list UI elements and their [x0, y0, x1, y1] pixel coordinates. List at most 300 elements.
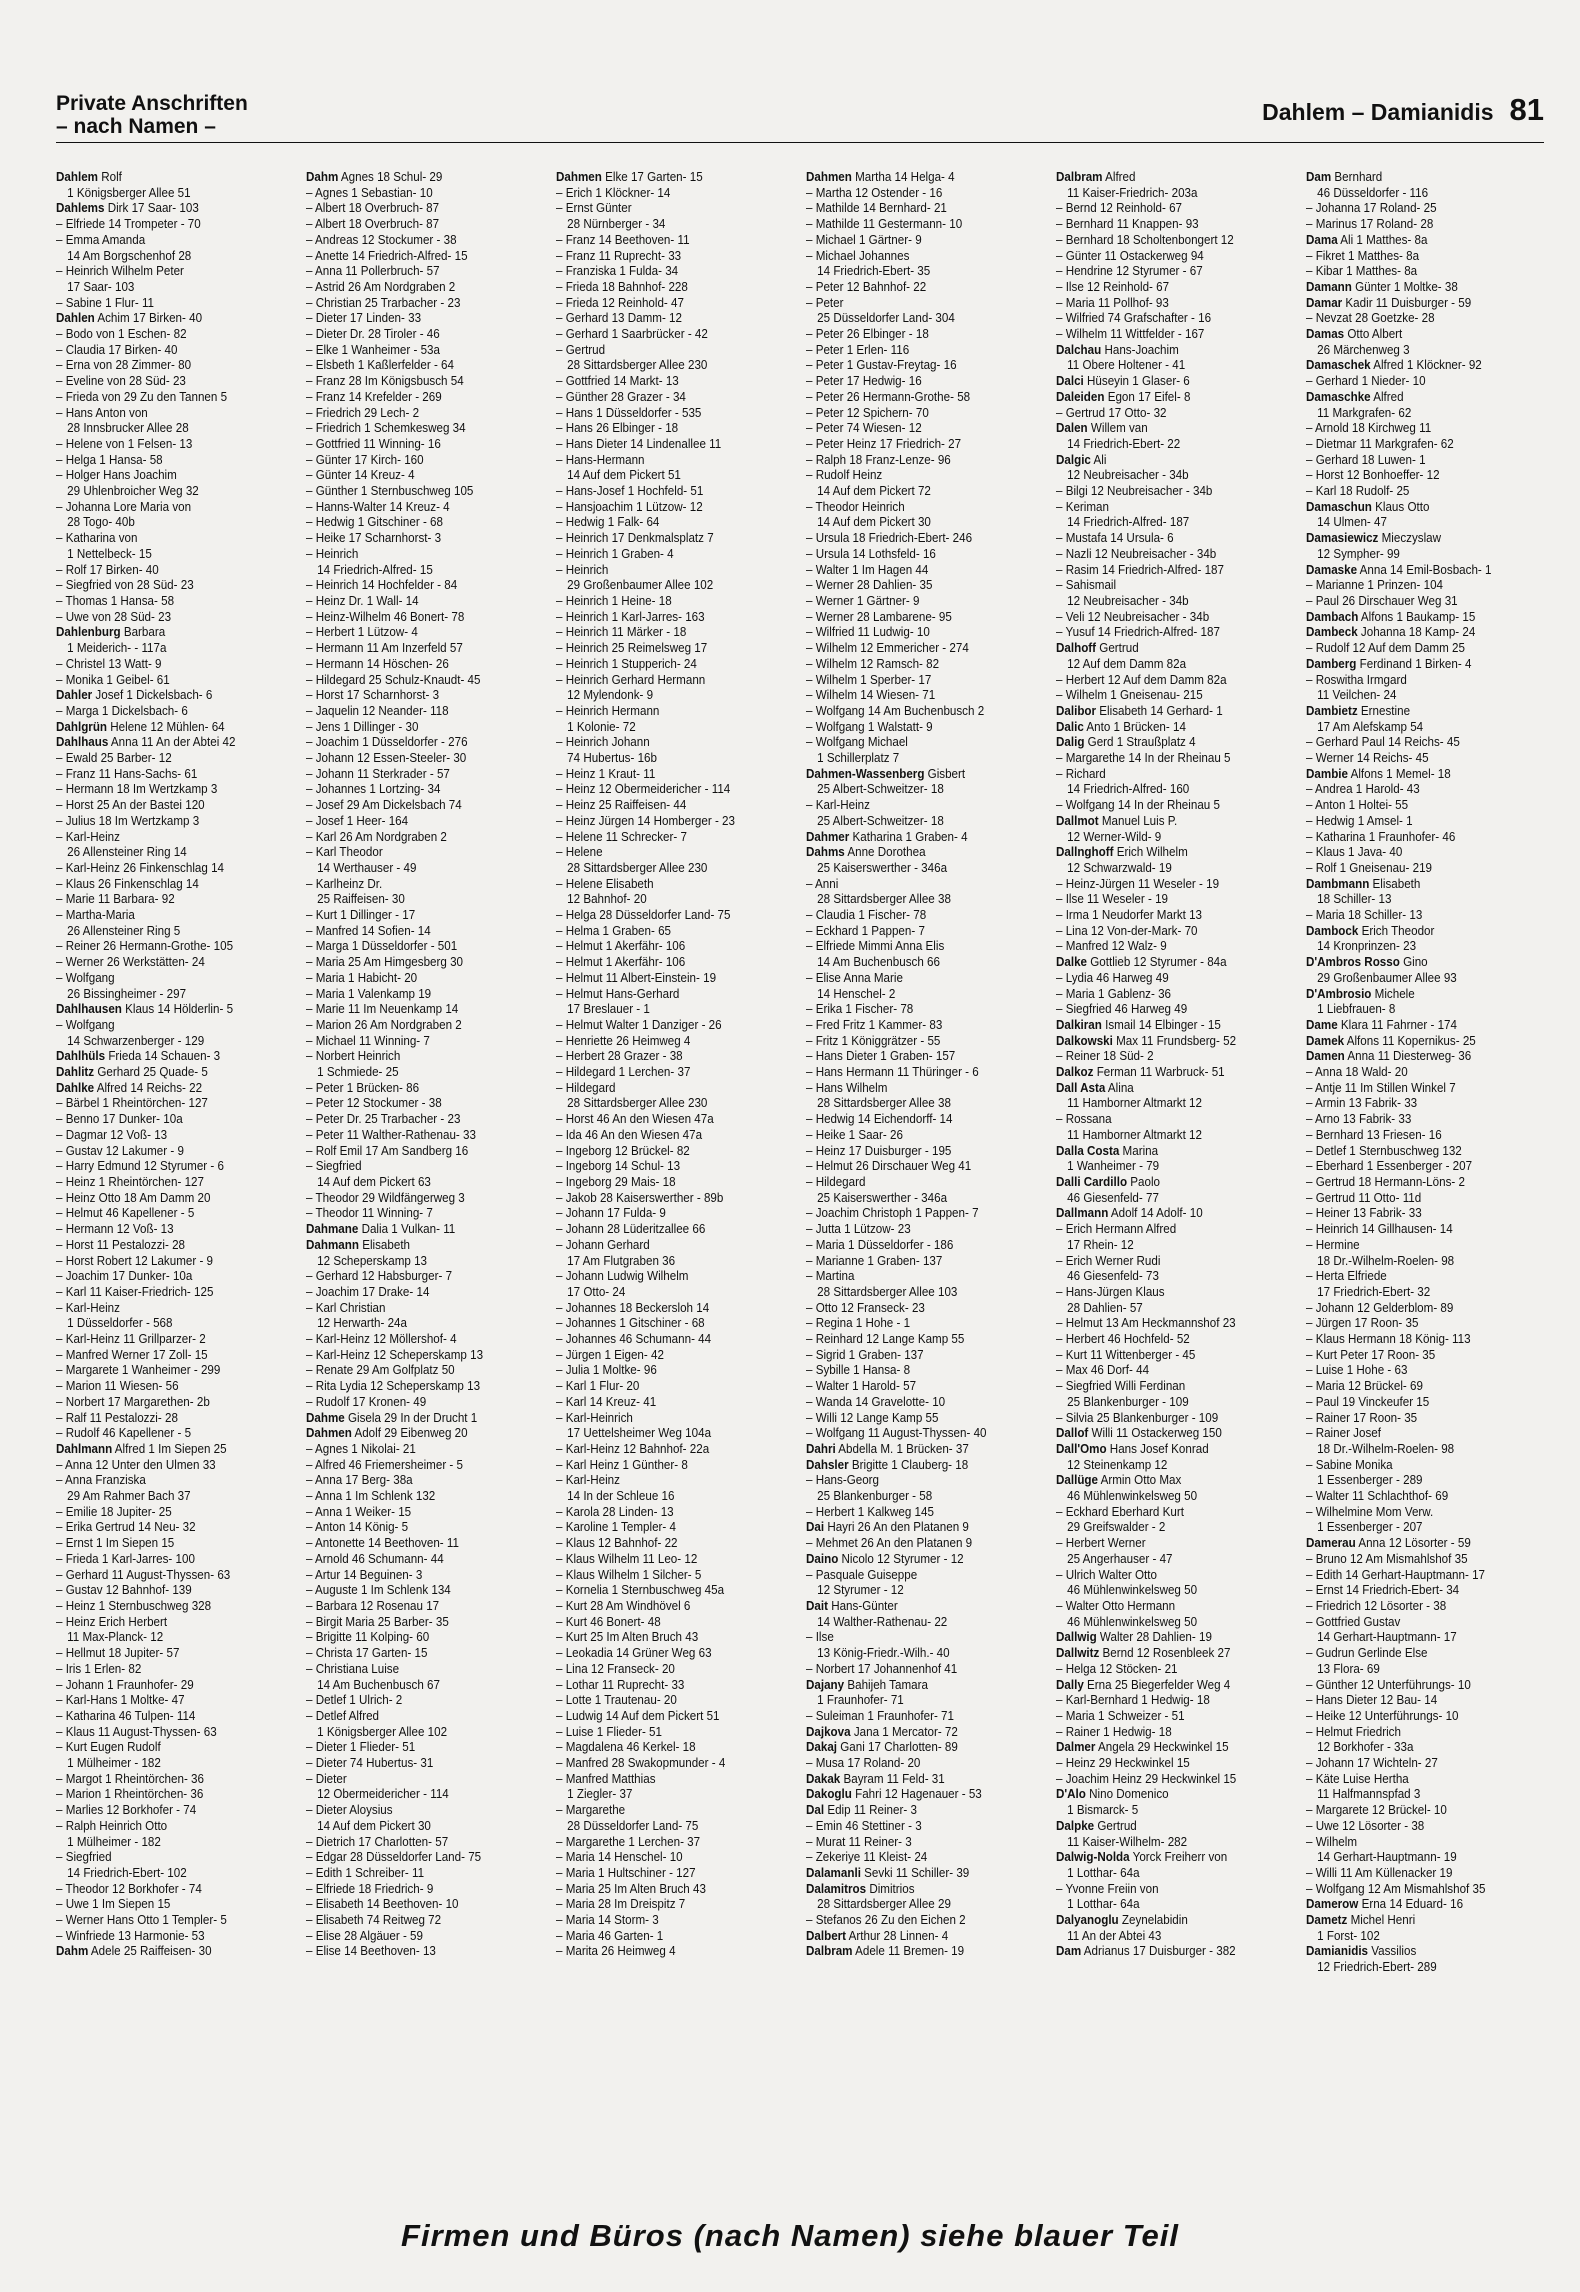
listing-entry: – Yvonne Freiin von [1056, 1881, 1159, 1896]
entry-details: Mieczyslaw [1378, 531, 1442, 546]
surname: Dallwig [1056, 1630, 1097, 1645]
surname: Damek [1306, 1033, 1345, 1048]
surname: Dambietz [1306, 703, 1358, 718]
listing-entry: – Jakob 28 Kaiserswerther - 89b [556, 1190, 724, 1205]
address-continuation: 1 Bismarck- 5 [1067, 1803, 1139, 1818]
entry-details: Ferman 11 Warbruck- 51 [1093, 1065, 1225, 1080]
listing-entry: – Heinrich 1 Stupperich- 24 [556, 656, 697, 671]
surname-entry [806, 1803, 1027, 1819]
listing-entry: – Gerhard Paul 14 Reichs- 45 [1306, 735, 1460, 750]
listing-entry: – Eckhard Eberhard Kurt [1056, 1504, 1184, 1519]
listing-entry: – Kurt 46 Bonert- 48 [556, 1614, 661, 1629]
listing-entry: – Heinz 17 Duisburger - 195 [806, 1143, 952, 1158]
page-number: 81 [1509, 92, 1544, 127]
listing-entry: – Maria 46 Garten- 1 [556, 1928, 664, 1943]
listing-entry: – Edith 1 Schreiber- 11 [306, 1865, 425, 1880]
surname: Dambeck [1306, 625, 1358, 640]
listing-entry: – Wolfgang [56, 970, 115, 985]
entry-details: Kadir 11 Duisburger - 59 [1342, 295, 1472, 310]
surname-entry [1056, 170, 1277, 186]
address-continuation: 1 Wanheimer - 79 [1067, 1159, 1160, 1174]
listing-entry: – Mehmet 26 An den Platanen 9 [806, 1536, 973, 1551]
address-continuation: 12 Borkhofer - 33a [1317, 1740, 1414, 1755]
section-title [56, 92, 248, 138]
listing-entry: – Edith 14 Gerhart-Hauptmann- 17 [1306, 1567, 1485, 1582]
listing-entry: – Hans 1 Düsseldorfer - 535 [556, 405, 702, 420]
surname: Dal [806, 1803, 825, 1818]
listing-entry: – Peter 1 Brücken- 86 [306, 1080, 420, 1095]
listing-entry: – Heinz 1 Kraut- 11 [556, 766, 656, 781]
listing-column-4 [806, 170, 1027, 2178]
surname: Dahlmann [56, 1441, 113, 1456]
listing-entry: – Walter Otto Hermann [1056, 1598, 1176, 1613]
address-continuation: 14 Auf dem Pickert 30 [317, 1818, 431, 1833]
listing-entry: – Johann 17 Fulda- 9 [556, 1206, 666, 1221]
listing-entry: – Otto 12 Franseck- 23 [806, 1300, 925, 1315]
address-continuation: 17 Am Alefskamp 54 [1317, 719, 1424, 734]
surname: Dalbram [806, 1944, 853, 1959]
listing-entry: – Jürgen 17 Roon- 35 [1306, 1316, 1419, 1331]
surname-entry [56, 625, 277, 641]
listing-entry: – Heinz 25 Raiffeisen- 44 [556, 798, 687, 813]
surname-entry [1056, 390, 1277, 406]
address-continuation: 13 König-Friedr.-Wilh.- 40 [817, 1646, 950, 1661]
address-continuation: 12 Bahnhof- 20 [567, 892, 647, 907]
surname-entry [56, 1442, 277, 1458]
listing-entry: – Murat 11 Reiner- 3 [806, 1834, 912, 1849]
surname-entry [306, 1238, 527, 1254]
surname-entry [1306, 296, 1527, 312]
surname-entry [56, 311, 277, 327]
listing-entry: – Ernst Günter [556, 201, 632, 216]
listing-entry: – Siegfried Willi Ferdinan [1056, 1379, 1186, 1394]
surname: Damerow [1306, 1897, 1359, 1912]
address-continuation: 28 Togo- 40b [67, 515, 135, 530]
listing-entry: – Lydia 46 Harweg 49 [1056, 970, 1169, 985]
listing-entry: – Maria 1 Düsseldorfer - 186 [806, 1237, 954, 1252]
listing-entry: – Maria 12 Brückel- 69 [1306, 1379, 1423, 1394]
listing-entry: – Werner 14 Reichs- 45 [1306, 751, 1429, 766]
listing-entry: – Wilhelm 12 Emmericher - 274 [806, 641, 969, 656]
listing-entry: – Benno 17 Dunker- 10a [56, 1112, 183, 1127]
listing-entry: – Julius 18 Im Wertzkamp 3 [56, 813, 200, 828]
address-continuation: 11 Veilchen- 24 [1317, 688, 1397, 703]
entry-details: Gertrud [1094, 1818, 1137, 1833]
listing-entry: – Horst 11 Pestalozzi- 28 [56, 1237, 186, 1252]
surname: Damas [1306, 327, 1345, 342]
listing-entry: – Käte Luise Hertha [1306, 1771, 1409, 1786]
listing-entry: – Karl-Heinz [556, 1473, 620, 1488]
surname-entry [56, 1944, 277, 1960]
address-continuation: 28 Sittardsberger Allee 230 [567, 358, 708, 373]
surname-entry [556, 170, 777, 186]
address-continuation: 1 Schillerplatz 7 [817, 751, 900, 766]
listing-entry: – Klaus Wilhelm 11 Leo- 12 [556, 1551, 698, 1566]
entry-details: Armin Otto Max [1097, 1473, 1182, 1488]
listing-entry: – Nevzat 28 Goetzke- 28 [1306, 311, 1435, 326]
listing-entry: – Dietrich 17 Charlotten- 57 [306, 1834, 449, 1849]
listing-entry: – Helmut 1 Akerfähr- 106 [556, 939, 686, 954]
listing-entry: – Helmut 46 Kapellener - 5 [56, 1206, 195, 1221]
listing-entry: – Sabine Monika [1306, 1457, 1393, 1472]
listing-entry: – Maria 25 Im Alten Bruch 43 [556, 1881, 706, 1896]
listing-entry: – Anna 11 Pollerbruch- 57 [306, 264, 440, 279]
entry-details: Michele [1371, 986, 1415, 1001]
surname-entry [806, 1552, 1027, 1568]
surname-entry [1056, 1819, 1277, 1835]
surname: Dam [1306, 170, 1332, 184]
address-continuation: 26 Allensteiner Ring 5 [67, 923, 181, 938]
listing-entry: – Franz 14 Beethoven- 11 [556, 232, 690, 247]
listing-entry: – Hanns-Walter 14 Kreuz- 4 [306, 499, 450, 514]
listing-entry: – Edgar 28 Düsseldorfer Land- 75 [306, 1850, 482, 1865]
listing-entry: – Lina 12 Franseck- 20 [556, 1661, 675, 1676]
listing-entry: – Arno 13 Fabrik- 33 [1306, 1112, 1412, 1127]
listing-entry: – Norbert 17 Johannenhof 41 [806, 1661, 958, 1676]
address-continuation: 1 Mülheimer - 182 [67, 1834, 161, 1849]
surname-entry [1306, 657, 1527, 673]
listing-entry: – Antje 11 Im Stillen Winkel 7 [1306, 1080, 1456, 1095]
listing-entry: – Gudrun Gerlinde Else [1306, 1646, 1428, 1661]
address-continuation: 28 Sittardsberger Allee 103 [817, 1284, 958, 1299]
listing-entry: – Klaus 1 Java- 40 [1306, 845, 1403, 860]
listing-entry: – Franz 11 Hans-Sachs- 61 [56, 766, 198, 781]
surname-entry [1056, 1018, 1277, 1034]
surname-entry [56, 735, 277, 751]
surname-entry [806, 1520, 1027, 1536]
footer-banner: Firmen und Büros (nach Namen) siehe blauer Teil [401, 2218, 1179, 2253]
surname-entry [1306, 280, 1527, 296]
surname: Dally [1056, 1677, 1084, 1692]
surname: Damaschun [1306, 499, 1372, 514]
surname: Dahm [306, 170, 339, 184]
listing-entry: – Hans 26 Elbinger - 18 [556, 421, 679, 436]
listing-entry: – Hans-Hermann [556, 452, 645, 467]
listing-entry: – Karl-Heinz 26 Finkenschlag 14 [56, 860, 225, 875]
listing-entry: – Dieter Dr. 28 Tiroler - 46 [306, 327, 440, 342]
address-continuation: 14 Am Borgschenhof 28 [67, 248, 192, 263]
address-continuation: 1 Kolonie- 72 [567, 719, 636, 734]
entry-details: Brigitte 1 Clauberg- 18 [848, 1457, 969, 1472]
listing-entry: – Erika Gertrud 14 Neu- 32 [56, 1520, 196, 1535]
surname-entry [1306, 625, 1527, 641]
address-continuation: 25 Kaiserswerther - 346a [817, 1190, 948, 1205]
surname: Dajany [806, 1677, 845, 1692]
surname-entry [1056, 1473, 1277, 1489]
listing-entry: – Magdalena 46 Kerkel- 18 [556, 1740, 696, 1755]
listing-entry: – Stefanos 26 Zu den Eichen 2 [806, 1913, 966, 1928]
address-continuation: 14 Friedrich-Ebert- 102 [67, 1865, 187, 1880]
listing-entry: – Helmut Friedrich [1306, 1724, 1401, 1739]
address-continuation: 14 Am Buchenbusch 67 [317, 1677, 440, 1692]
listing-entry: – Walter 1 Im Hagen 44 [806, 562, 929, 577]
listing-entry: – Karl-Heinrich [556, 1410, 633, 1425]
listing-entry: – Mathilde 11 Gestermann- 10 [806, 217, 963, 232]
entry-details: Bayram 11 Feld- 31 [840, 1771, 945, 1786]
listing-entry: – Theodor 12 Borkhofer - 74 [56, 1881, 202, 1896]
listing-entry: – Veli 12 Neubreisacher - 34b [1056, 609, 1210, 624]
listing-entry: – Rainer 17 Roon- 35 [1306, 1410, 1418, 1425]
listing-entry: – Gustav 12 Bahnhof- 139 [56, 1583, 192, 1598]
entry-details: Alfred [1370, 389, 1404, 404]
address-continuation: 14 Auf dem Pickert 51 [567, 468, 681, 483]
surname: Dahlems [56, 201, 105, 216]
surname-entry [1306, 610, 1527, 626]
address-continuation: 14 Gerhart-Hauptmann- 17 [1317, 1630, 1457, 1645]
entry-details: Max 11 Frundsberg- 52 [1112, 1033, 1237, 1048]
address-continuation: 46 Giesenfeld- 73 [1067, 1269, 1159, 1284]
listing-entry: – Heinrich Wilhelm Peter [56, 264, 184, 279]
listing-entry: – Joachim 17 Drake- 14 [306, 1284, 430, 1299]
surname: Dalic [1056, 719, 1084, 734]
listing-entry: – Marion 11 Wiesen- 56 [56, 1379, 179, 1394]
entry-details: Ismail 14 Elbinger - 15 [1101, 1017, 1221, 1032]
surname: Dakaj [806, 1740, 838, 1755]
listing-entry: – Helmut Walter 1 Danziger - 26 [556, 1017, 722, 1032]
listing-entry: – Günther 12 Unterführungs- 10 [1306, 1677, 1471, 1692]
listing-entry: – Elise Anna Marie [806, 970, 903, 985]
listing-entry: – Fikret 1 Matthes- 8a [1306, 248, 1420, 263]
listing-entry: – Gottfried 11 Winning- 16 [306, 436, 441, 451]
entry-details: Elke 17 Garten- 15 [601, 170, 703, 184]
listing-entry: – Wolfgang 14 Am Buchenbusch 2 [806, 703, 985, 718]
listing-entry: – Anna Franziska [56, 1473, 146, 1488]
listing-entry: – Gerhard 1 Saarbrücker - 42 [556, 327, 708, 342]
listing-entry: – Werner 26 Werkstätten- 24 [56, 955, 205, 970]
listing-entry: – Silvia 25 Blankenburger - 109 [1056, 1410, 1219, 1425]
surname-entry [1056, 641, 1277, 657]
surname: Dalmer [1056, 1740, 1096, 1755]
entry-details: Katharina 1 Graben- 4 [849, 829, 968, 844]
address-continuation: 25 Raiffeisen- 30 [317, 892, 405, 907]
address-continuation: 14 Friedrich-Alfred- 160 [1067, 782, 1190, 797]
listing-entry: – Elise 14 Beethoven- 13 [306, 1944, 436, 1959]
listing-entry: – Karl 11 Kaiser-Friedrich- 125 [56, 1284, 214, 1299]
listing-entry: – Rudolf 12 Auf dem Damm 25 [1306, 641, 1465, 656]
surname: Damann [1306, 279, 1352, 294]
listing-entry: – Karl-Heinz 12 Möllershof- 4 [306, 1332, 457, 1347]
surname-entry [306, 170, 527, 186]
surname-entry [1056, 1442, 1277, 1458]
listing-entry: – Karl-Heinz 11 Grillparzer- 2 [56, 1332, 206, 1347]
listing-entry: – Theodor Heinrich [806, 499, 905, 514]
entry-details: Adolf 29 Eibenweg 20 [351, 1426, 468, 1441]
listing-entry: – Peter [806, 295, 844, 310]
surname-entry [806, 1725, 1027, 1741]
entry-details: Bernd 12 Rosenbleek 27 [1099, 1646, 1231, 1661]
listing-entry: – Horst Robert 12 Lakumer - 9 [56, 1253, 214, 1268]
listing-entry: – Wilhelm 11 Wittfelder - 167 [1056, 327, 1205, 342]
surname: Dahri [806, 1441, 836, 1456]
listing-entry: – Hellmut 18 Jupiter- 57 [56, 1646, 180, 1661]
address-continuation: 25 Düsseldorfer Land- 304 [817, 311, 955, 326]
surname: Dalgic [1056, 452, 1091, 467]
listing-entry: – Hermann 14 Höschen- 26 [306, 656, 449, 671]
listing-entry: – Heinrich 14 Gillhausen- 14 [1306, 1222, 1453, 1237]
listing-entry: – Ralph Heinrich Otto [56, 1818, 168, 1833]
listing-entry: – Zekeriye 11 Kleist- 24 [806, 1850, 928, 1865]
listing-entry: – Heinrich [556, 562, 609, 577]
surname: Dahlitz [56, 1065, 95, 1080]
listing-entry: – Klaus 26 Finkenschlag 14 [56, 876, 199, 891]
address-continuation: 17 Saar- 103 [67, 279, 135, 294]
listing-entry: – Emilie 18 Jupiter- 25 [56, 1504, 172, 1519]
listing-entry: – Gustav 12 Lakumer - 9 [56, 1143, 184, 1158]
surname-entry [1056, 1630, 1277, 1646]
listing-entry: – Paul 19 Vinckeufer 15 [1306, 1394, 1430, 1409]
surname-entry [1056, 1081, 1277, 1097]
entry-details: Gani 17 Charlotten- 89 [837, 1740, 958, 1755]
listing-entry: – Dietmar 11 Markgrafen- 62 [1306, 436, 1454, 451]
listing-entry: – Peter 11 Walther-Rathenau- 33 [306, 1127, 476, 1142]
listing-entry: – Karl 26 Am Nordgraben 2 [306, 829, 447, 844]
listing-entry: – Wilhelm 1 Gneisenau- 215 [1056, 688, 1203, 703]
listing-entry: – Michael Johannes [806, 248, 910, 263]
listing-entry: – Nazli 12 Neubreisacher - 34b [1056, 546, 1217, 561]
listing-entry: – Helmut 26 Dirschauer Weg 41 [806, 1159, 972, 1174]
surname: Dalpke [1056, 1818, 1095, 1833]
entry-details: Walter 28 Dahlien- 19 [1096, 1630, 1212, 1645]
entry-details: Alfred 1 Klöckner- 92 [1370, 358, 1482, 373]
surname: Dahlhaus [56, 735, 109, 750]
surname-entry [1306, 924, 1527, 940]
entry-details: Anna 11 Diesterweg- 36 [1344, 1049, 1472, 1064]
surname-entry [1056, 1065, 1277, 1081]
address-continuation: 1 Mülheimer - 182 [67, 1756, 161, 1771]
listing-entry: – Herbert 1 Kalkweg 145 [806, 1504, 934, 1519]
entry-details: Yorck Freiherr von [1129, 1850, 1228, 1865]
listing-entry: – Bernhard 18 Scholtenbongert 12 [1056, 232, 1234, 247]
listing-column-3 [556, 170, 777, 2178]
listing-entry: – Mustafa 14 Ursula- 6 [1056, 531, 1174, 546]
listing-entry: – Heiner 13 Fabrik- 33 [1306, 1206, 1422, 1221]
listing-entry: – Karl 1 Flur- 20 [556, 1379, 640, 1394]
entry-details: Hüseyin 1 Glaser- 6 [1083, 374, 1190, 389]
listing-entry: – Marinus 17 Roland- 28 [1306, 217, 1434, 232]
address-continuation: 29 Am Rahmer Bach 37 [67, 1489, 191, 1504]
listing-entry: – Karl-Heinz [56, 829, 120, 844]
listing-column-6 [1306, 170, 1527, 2178]
listing-entry: – Helene von 1 Felsen- 13 [56, 436, 193, 451]
listing-entry: – Andrea 1 Harold- 43 [1306, 782, 1420, 797]
listing-entry: – Heinrich 1 Karl-Jarres- 163 [556, 609, 705, 624]
listing-entry: – Christian 25 Trarbacher - 23 [306, 295, 461, 310]
surname-entry [56, 720, 277, 736]
listing-entry: – Rossana [1056, 1112, 1112, 1127]
address-continuation: 14 Friedrich-Ebert- 35 [817, 264, 931, 279]
listing-entry: – Johanna 17 Roland- 25 [1306, 201, 1437, 216]
address-continuation: 29 Großenbaumer Allee 102 [567, 578, 714, 593]
listing-entry: – Walter 11 Schlachthof- 69 [1306, 1489, 1449, 1504]
listing-entry: – Karl Christian [306, 1300, 386, 1315]
address-continuation: 12 Styrumer - 12 [817, 1583, 904, 1598]
address-continuation: 14 Kronprinzen- 23 [1317, 939, 1417, 954]
listing-entry: – Ida 46 An den Wiesen 47a [556, 1127, 703, 1142]
surname: Dahmane [306, 1222, 359, 1237]
listing-entry: – Horst 12 Bonhoeffer- 12 [1306, 468, 1440, 483]
page-header-right [1262, 92, 1544, 128]
surname-entry [56, 170, 277, 186]
listing-entry: – Maria 25 Am Himgesberg 30 [306, 955, 464, 970]
listing-entry: – Bilgi 12 Neubreisacher - 34b [1056, 484, 1213, 499]
listing-entry: – Peter 12 Bahnhof- 22 [806, 279, 927, 294]
listing-entry: – Agnes 1 Sebastian- 10 [306, 185, 433, 200]
surname: Dalbram [1056, 170, 1103, 184]
listing-entry: – Frieda 18 Bahnhof- 228 [556, 279, 688, 294]
surname: Dahm [56, 1944, 89, 1959]
running-head: Dahlem – Damianidis [1262, 99, 1494, 125]
listing-entry: – Armin 13 Fabrik- 33 [1306, 1096, 1418, 1111]
address-continuation: 12 Neubreisacher - 34b [1067, 468, 1189, 483]
listing-entry: – Wilfried 11 Ludwig- 10 [806, 625, 930, 640]
surname-entry [1056, 1913, 1277, 1929]
listing-entry: – Hedwig 14 Eichendorff- 14 [806, 1112, 953, 1127]
address-continuation: 14 Gerhart-Hauptmann- 19 [1317, 1850, 1457, 1865]
listing-entry: – Herbert Werner [1056, 1536, 1146, 1551]
listing-entry: – Hermann 12 Voß- 13 [56, 1222, 174, 1237]
listing-entry: – Maria 1 Hultschiner - 127 [556, 1865, 696, 1880]
surname-entry [806, 170, 1027, 186]
listing-entry: – Joachim Heinz 29 Heckwinkel 15 [1056, 1771, 1237, 1786]
address-continuation: 25 Angerhauser - 47 [1067, 1551, 1173, 1566]
listing-entry: – Walter 1 Harold- 57 [806, 1379, 917, 1394]
address-continuation: 14 Auf dem Pickert 72 [817, 484, 931, 499]
address-continuation: 26 Märchenweg 3 [1317, 342, 1410, 357]
surname: Dai [806, 1520, 825, 1535]
entry-details: Klaus 14 Hölderlin- 5 [121, 1002, 234, 1017]
listing-entry: – Gottfried Gustav [1306, 1614, 1401, 1629]
address-continuation: 14 Schwarzenberger - 129 [67, 1033, 205, 1048]
listing-entry: – Regina 1 Hohe - 1 [806, 1316, 911, 1331]
address-continuation: 25 Blankenburger - 58 [817, 1489, 933, 1504]
listing-entry: – Eckhard 1 Pappen- 7 [806, 923, 925, 938]
surname: Dajkova [806, 1724, 851, 1739]
entry-details: Alfons 1 Memel- 18 [1347, 766, 1451, 781]
listing-entry: – Gottfried 14 Markt- 13 [556, 374, 679, 389]
address-continuation: 28 Nürnberger - 34 [567, 217, 666, 232]
surname: Dahlhüls [56, 1049, 106, 1064]
listing-entry: – Gerhard 1 Nieder- 10 [1306, 374, 1426, 389]
listing-entry: – Heinrich Hermann [556, 703, 660, 718]
listing-entry: – Rita Lydia 12 Scheperskamp 13 [306, 1379, 481, 1394]
address-continuation: 12 Schwarzwald- 19 [1067, 860, 1172, 875]
surname-entry [1306, 327, 1527, 343]
entry-details: Günter 1 Moltke- 38 [1351, 279, 1458, 294]
listing-entry: – Anna 18 Wald- 20 [1306, 1065, 1408, 1080]
listing-entry: – Peter 12 Spichern- 70 [806, 405, 929, 420]
listing-entry: – Marianne 1 Prinzen- 104 [1306, 578, 1444, 593]
entry-details: Elisabeth [358, 1237, 411, 1252]
surname-entry [806, 1740, 1027, 1756]
listing-entry: – Peter 1 Gustav-Freytag- 16 [806, 358, 957, 373]
listing-entry: – Michael 11 Winning- 7 [306, 1033, 430, 1048]
address-continuation: 14 Auf dem Pickert 30 [817, 515, 931, 530]
listing-entry: – Heinrich 17 Denkmalsplatz 7 [556, 531, 714, 546]
listing-entry: – Hans Dieter 12 Bau- 14 [1306, 1693, 1438, 1708]
address-continuation: 25 Albert-Schweitzer- 18 [817, 782, 944, 797]
listing-entry: – Joachim Christoph 1 Pappen- 7 [806, 1206, 979, 1221]
listing-entry: – Renate 29 Am Golfplatz 50 [306, 1363, 455, 1378]
entry-details: Dalia 1 Vulkan- 11 [358, 1222, 456, 1237]
listing-entry: – Martha-Maria [56, 908, 135, 923]
listing-entry: – Keriman [1056, 499, 1109, 514]
listing-entry: – Erika 1 Fischer- 78 [806, 1002, 914, 1017]
listing-entry: – Helene 11 Schrecker- 7 [556, 829, 687, 844]
listing-entry: – Hedwig 1 Falk- 64 [556, 515, 660, 530]
surname: Dahme [306, 1410, 345, 1425]
address-continuation: 1 Lotthar- 64a [1067, 1865, 1140, 1880]
listing-entry: – Günter 17 Kirch- 160 [306, 452, 424, 467]
